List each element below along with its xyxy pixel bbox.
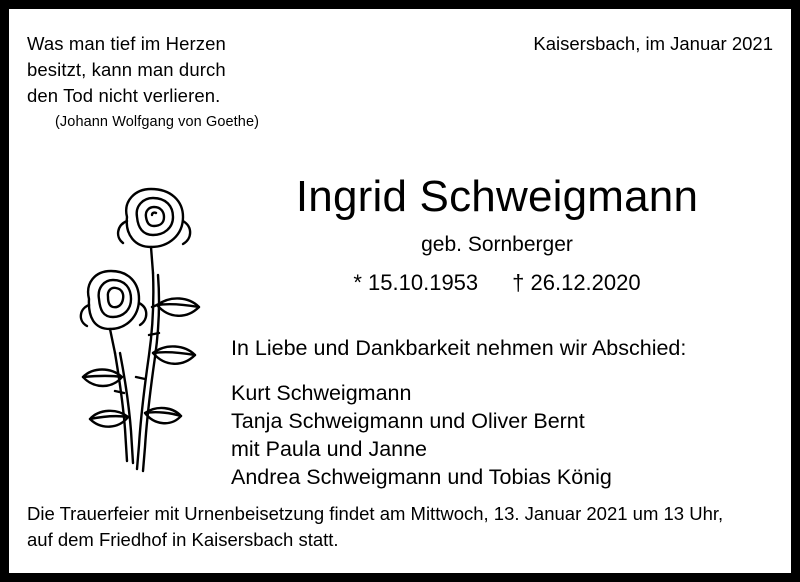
birth-date: * 15.10.1953 <box>353 270 479 295</box>
family-block <box>231 333 686 491</box>
deceased-block <box>219 169 775 298</box>
funeral-details-line-1: Die Trauerfeier mit Urnenbeisetzung findet am Mittwoch, 13. Januar 2021 um 13 Uhr, <box>27 503 724 524</box>
quote-line-3: den Tod nicht verlieren. <box>27 85 221 106</box>
memorial-quote <box>27 31 259 132</box>
quote-line-2: besitzt, kann man durch <box>27 59 226 80</box>
obituary-inner <box>9 9 791 573</box>
header-row <box>9 25 791 135</box>
family-member: Kurt Schweigmann <box>231 381 412 405</box>
quote-line-1: Was man tief im Herzen <box>27 33 226 54</box>
family-intro: In Liebe und Dankbarkeit nehmen wir Abschied: <box>231 336 687 360</box>
deceased-maiden-name: geb. Sornberger <box>421 233 573 256</box>
quote-author: (Johann Wolfgang von Goethe) <box>55 114 260 130</box>
deceased-name: Ingrid Schweigmann <box>295 172 699 221</box>
death-date: † 26.12.2020 <box>512 270 641 295</box>
family-member: Tanja Schweigmann und Oliver Bernt <box>231 409 585 433</box>
family-list <box>231 379 686 491</box>
family-member: Andrea Schweigmann und Tobias König <box>231 465 612 489</box>
rose-illustration <box>53 177 213 477</box>
family-member: mit Paula und Janne <box>231 437 428 461</box>
funeral-details-line-2: auf dem Friedhof in Kaisersbach statt. <box>27 529 339 550</box>
funeral-details <box>27 501 773 553</box>
place-and-date: Kaisersbach, im Januar 2021 <box>533 33 773 54</box>
life-dates <box>219 268 775 298</box>
